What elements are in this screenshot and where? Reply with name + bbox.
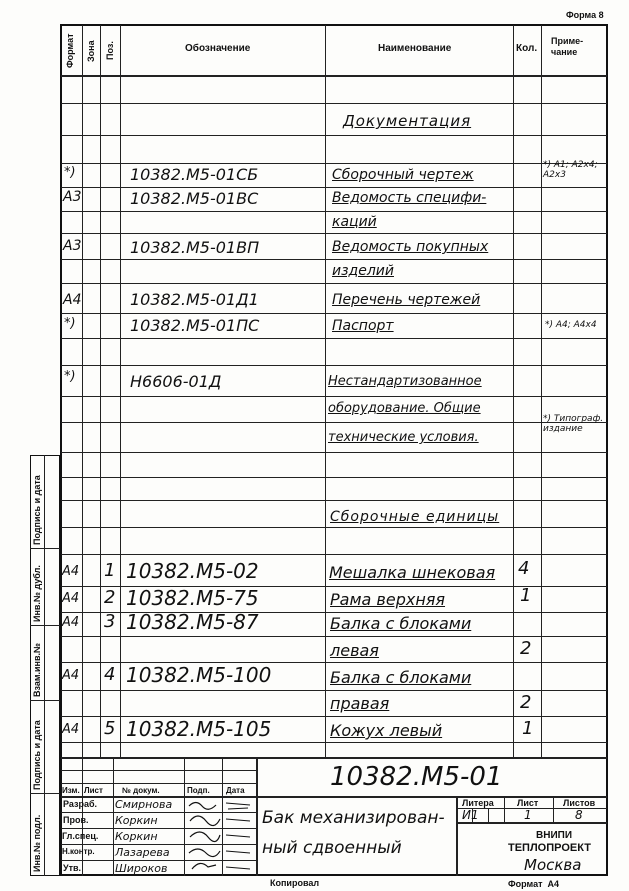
header-designation: Обозначение: [185, 43, 251, 54]
tb-sheets-value: 8: [575, 808, 583, 822]
tb-col-change: Изм.: [62, 786, 80, 795]
side-label-replace-inv: Взам.инв.№: [32, 642, 42, 697]
unit-pos: 3: [104, 611, 116, 632]
unit-designation: 10382.М5-100: [126, 663, 272, 687]
unit-qty: 4: [518, 558, 530, 579]
unit-qty: 2: [520, 692, 532, 713]
doc-format: А4: [63, 292, 82, 308]
row-line: [61, 554, 607, 555]
row-line: [61, 135, 607, 136]
row-line: [61, 477, 607, 478]
side-label-signature-date: Подпись и дата: [32, 475, 42, 545]
doc-name: Паспорт: [332, 318, 394, 334]
row-line: [61, 211, 607, 212]
signature-scribbles: [186, 797, 254, 875]
side-label-orig-inv: Инв.№ подл.: [32, 814, 42, 872]
section-documentation: Документация: [343, 112, 472, 130]
unit-name-cont: правая: [330, 694, 390, 713]
doc-note: *) Типограф. издание: [543, 414, 604, 434]
tb-org-city: Москва: [524, 856, 582, 874]
doc-designation: 10382.М5-01Д1: [130, 290, 259, 309]
row-line: [61, 500, 607, 501]
row-line: [61, 452, 607, 453]
tb-person: Широков: [115, 862, 168, 875]
doc-designation: 10382.М5-01ВС: [130, 189, 259, 208]
header-qty: Кол.: [516, 43, 538, 54]
tb-role: Пров.: [63, 815, 89, 825]
form-label: Форма 8: [566, 10, 604, 20]
unit-pos: 5: [104, 718, 116, 739]
unit-name: Балка с блоками: [330, 668, 472, 687]
copied-label: Копировал: [270, 878, 320, 888]
doc-format: А3: [63, 189, 82, 205]
tb-col-sheet: Лист: [84, 786, 103, 795]
title-doc-number: 10382.М5-01: [330, 762, 503, 792]
unit-name: Балка с блоками: [330, 614, 472, 633]
title-name-line2: ный сдвоенный: [262, 838, 402, 858]
title-block-divider: [256, 757, 258, 876]
doc-format: *): [64, 165, 76, 180]
title-block-row: [61, 783, 256, 784]
row-line: [61, 233, 607, 234]
row-line: [61, 259, 607, 260]
tb-role: Утв.: [63, 863, 82, 873]
doc-name: Ведомость покупных: [332, 239, 489, 255]
doc-note: *) А1; А2х4; А2х3: [543, 160, 598, 180]
doc-name: Ведомость специфи-: [332, 190, 487, 206]
tb-org-line1: ВНИПИ: [536, 830, 573, 841]
header-pos: Поз.: [105, 41, 115, 60]
tb-sheet-label: Лист: [517, 798, 539, 808]
row-line: [61, 527, 607, 528]
tb-litera-label: Литера: [462, 798, 494, 808]
tb-col-sign: Подп.: [187, 786, 210, 795]
title-block-col: [184, 757, 185, 876]
format-label: Формат А4: [508, 879, 560, 889]
unit-format: А4: [62, 722, 80, 737]
tb-role: Гл.спец.: [62, 831, 99, 841]
row-line: [61, 690, 607, 691]
side-stamp-divider: [30, 700, 60, 701]
tb-col-date: Дата: [226, 786, 245, 795]
row-line: [61, 636, 607, 637]
tb-person: Лазарева: [115, 846, 170, 859]
tb-role: Н.контр.: [62, 847, 95, 856]
doc-designation: 10382.М5-01ВП: [130, 238, 260, 257]
title-block-col: [553, 796, 554, 822]
doc-name: Нестандартизованное: [328, 374, 482, 389]
side-stamp-divider: [44, 455, 45, 876]
row-line: [61, 313, 607, 314]
unit-name: Мешалка шнековая: [329, 563, 496, 582]
tb-litera-value: И1: [462, 808, 479, 822]
unit-format: А4: [62, 564, 80, 579]
tb-person: Коркин: [115, 814, 158, 827]
unit-designation: 10382.М5-02: [126, 559, 259, 583]
doc-name-cont: изделий: [332, 263, 394, 279]
row-line: [61, 187, 607, 188]
unit-pos: 1: [104, 560, 116, 581]
unit-format: А4: [62, 615, 80, 630]
tb-role: Разраб.: [63, 799, 98, 809]
title-block-col: [113, 757, 114, 876]
row-line: [61, 283, 607, 284]
row-line: [61, 163, 607, 164]
doc-designation: 10382.М5-01СБ: [130, 165, 259, 184]
doc-note: *) А4; А4х4: [545, 320, 597, 330]
title-block-row: [256, 796, 607, 798]
section-assembly-units: Сборочные единицы: [330, 509, 500, 525]
header-divider: [61, 75, 607, 77]
title-block-row: [61, 770, 256, 771]
unit-designation: 10382.М5-105: [126, 717, 272, 741]
unit-name: Кожух левый: [330, 721, 443, 740]
row-line: [61, 742, 607, 743]
title-block-top: [61, 757, 607, 759]
unit-pos: 2: [104, 587, 116, 608]
row-line: [61, 396, 607, 397]
title-block-col: [488, 808, 489, 822]
doc-name-cont: оборудование. Общие: [328, 401, 481, 416]
side-stamp-divider: [30, 625, 60, 626]
doc-format: *): [64, 316, 76, 331]
row-line: [61, 365, 607, 366]
header-note: Приме- чание: [551, 36, 584, 57]
doc-name-cont: технические условия.: [328, 430, 479, 445]
doc-name-cont: каций: [332, 214, 377, 230]
unit-name: Рама верхняя: [330, 590, 446, 609]
tb-person: Коркин: [115, 830, 158, 843]
doc-name: Перечень чертежей: [332, 292, 481, 308]
header-format: Формат: [65, 33, 75, 68]
doc-designation: 10382.М5-01ПС: [130, 316, 260, 335]
unit-format: А4: [62, 668, 80, 683]
unit-qty: 2: [520, 638, 532, 659]
unit-qty: 1: [522, 718, 534, 739]
sheet-frame: [60, 24, 608, 876]
side-label-signature-date: Подпись и дата: [32, 720, 42, 790]
side-stamp-divider: [30, 793, 60, 794]
doc-name: Сборочный чертеж: [332, 167, 474, 183]
side-label-dup-inv: Инв.№ дубл.: [32, 565, 42, 622]
unit-qty: 1: [520, 585, 532, 606]
tb-org-line2: ТЕПЛОПРОЕКТ: [508, 842, 591, 854]
row-line: [61, 338, 607, 339]
unit-format: А4: [62, 591, 80, 606]
doc-designation: Н6606-01Д: [130, 372, 222, 391]
title-block-col: [504, 796, 505, 822]
row-line: [61, 422, 607, 423]
title-block-row: [456, 822, 607, 824]
tb-person: Смирнова: [115, 798, 173, 811]
unit-designation: 10382.М5-87: [126, 610, 259, 634]
tb-sheets-label: Листов: [563, 798, 596, 808]
tb-sheet-value: 1: [524, 808, 532, 822]
side-stamp-divider: [30, 548, 60, 549]
header-zone: Зона: [86, 40, 96, 62]
tb-col-docnum: № докум.: [122, 786, 160, 795]
doc-format: *): [64, 369, 76, 384]
doc-format: А3: [63, 238, 82, 254]
title-name-line1: Бак механизирован-: [262, 808, 445, 828]
unit-name-cont: левая: [330, 641, 379, 660]
header-name: Наименование: [378, 43, 452, 54]
row-line: [61, 103, 607, 104]
unit-pos: 4: [104, 664, 116, 685]
unit-designation: 10382.М5-75: [126, 586, 259, 610]
